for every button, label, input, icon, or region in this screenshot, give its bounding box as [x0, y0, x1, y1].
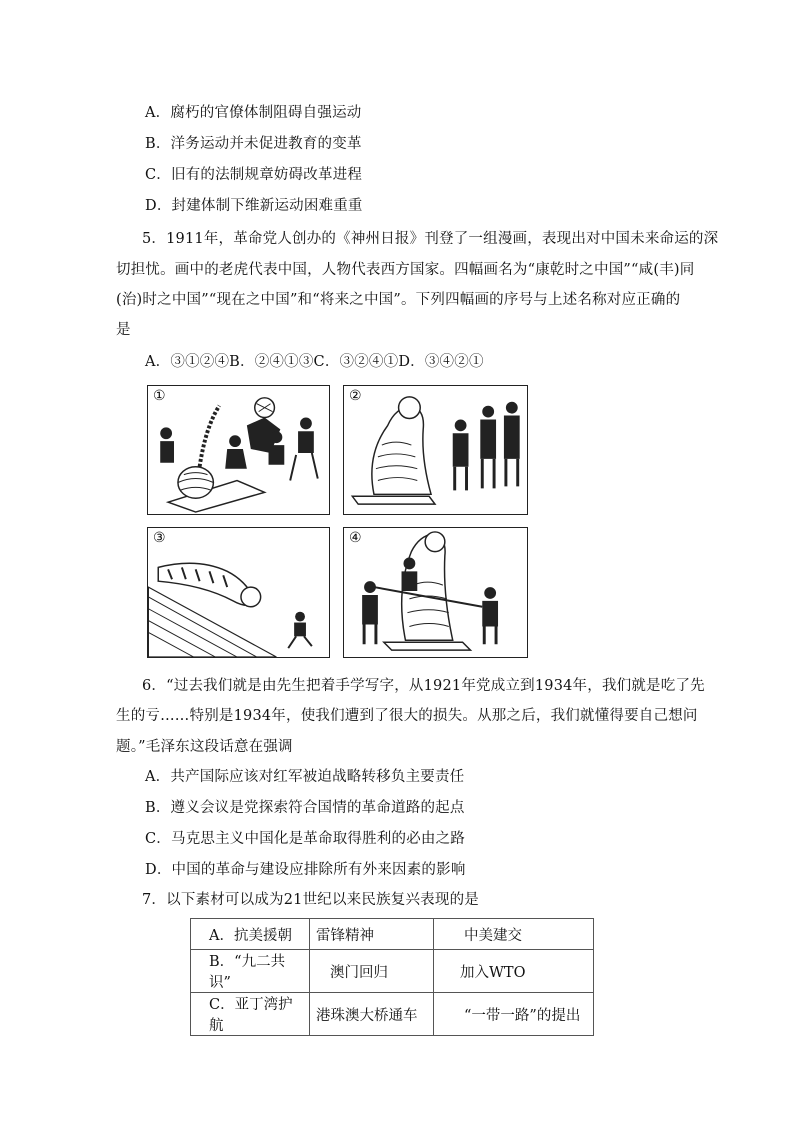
q6-stem-line-2: 生的亏……特别是1934年，使我们遭到了很大的损失。从那之后，我们就懂得要自己想问	[116, 708, 698, 724]
q6-stem-line-3: 题。”毛泽东这段话意在强调	[116, 739, 293, 755]
q5-stem-line-1: 5．1911年，革命党人创办的《神州日报》刊登了一组漫画，表现出对中国未来命运的深	[142, 231, 719, 247]
panel-number-4: ④	[349, 530, 362, 546]
q7-options-table	[190, 918, 594, 1036]
table-row	[191, 919, 594, 950]
q4-option-c: C．旧有的法制规章妨碍改革进程	[145, 167, 363, 183]
table-cell: 加入WTO	[434, 950, 594, 993]
q5-stem-line-4: 是	[116, 322, 131, 338]
tiger-sitting-illustration	[344, 386, 527, 514]
table-cell: B．“九二共识”	[191, 950, 310, 993]
table-cell: 中美建交	[434, 919, 594, 950]
q6-option-c: C．马克思主义中国化是革命取得胜利的必由之路	[145, 831, 465, 847]
table-cell: C．亚丁湾护航	[191, 993, 310, 1036]
table-cell: 雷锋精神	[310, 919, 434, 950]
q6-option-a: A．共产国际应该对红军被迫战略转移负主要责任	[145, 769, 465, 785]
table-row	[191, 993, 594, 1036]
q6-option-b: B．遵义会议是党探索符合国情的革命道路的起点	[145, 800, 465, 816]
table-cell: 港珠澳大桥通车	[310, 993, 434, 1036]
q6-stem-line-1: 6．“过去我们就是由先生把着手学写字，从1921年党成立到1934年，我们就是吃了先	[142, 678, 705, 694]
cartoon-panel-3	[147, 527, 330, 658]
tiger-bound-illustration	[344, 528, 527, 657]
q6-option-d: D．中国的革命与建设应排除所有外来因素的影响	[145, 862, 466, 878]
q5-stem-line-2: 切担忧。画中的老虎代表中国，人物代表西方国家。四幅画名为“康乾时之中国”“咸(丰)同	[116, 262, 695, 278]
cartoon-panel-2	[343, 385, 528, 515]
q5-options: A．③①②④B．②④①③C．③②④①D．③④②①	[145, 354, 484, 370]
tiger-pouncing-illustration	[148, 528, 329, 657]
panel-number-3: ③	[153, 530, 166, 546]
cartoon-panel-4	[343, 527, 528, 658]
q4-option-b: B．洋务运动并未促进教育的变革	[145, 136, 362, 152]
panel-number-2: ②	[349, 388, 362, 404]
panel-number-1: ①	[153, 388, 166, 404]
q5-stem-line-3: (治)时之中国”“现在之中国”和“将来之中国”。下列四幅画的序号与上述名称对应正确的	[116, 292, 681, 308]
tiger-attacked-illustration	[148, 386, 329, 514]
table-row	[191, 950, 594, 993]
table-cell: “一带一路”的提出	[434, 993, 594, 1036]
q4-option-d: D．封建体制下维新运动困难重重	[145, 198, 363, 214]
q7-stem: 7．以下素材可以成为21世纪以来民族复兴表现的是	[142, 892, 479, 908]
cartoon-panel-1	[147, 385, 330, 515]
table-cell: A．抗美援朝	[191, 919, 310, 950]
q4-option-a: A．腐朽的官僚体制阻碍自强运动	[145, 105, 362, 121]
table-cell: 澳门回归	[310, 950, 434, 993]
